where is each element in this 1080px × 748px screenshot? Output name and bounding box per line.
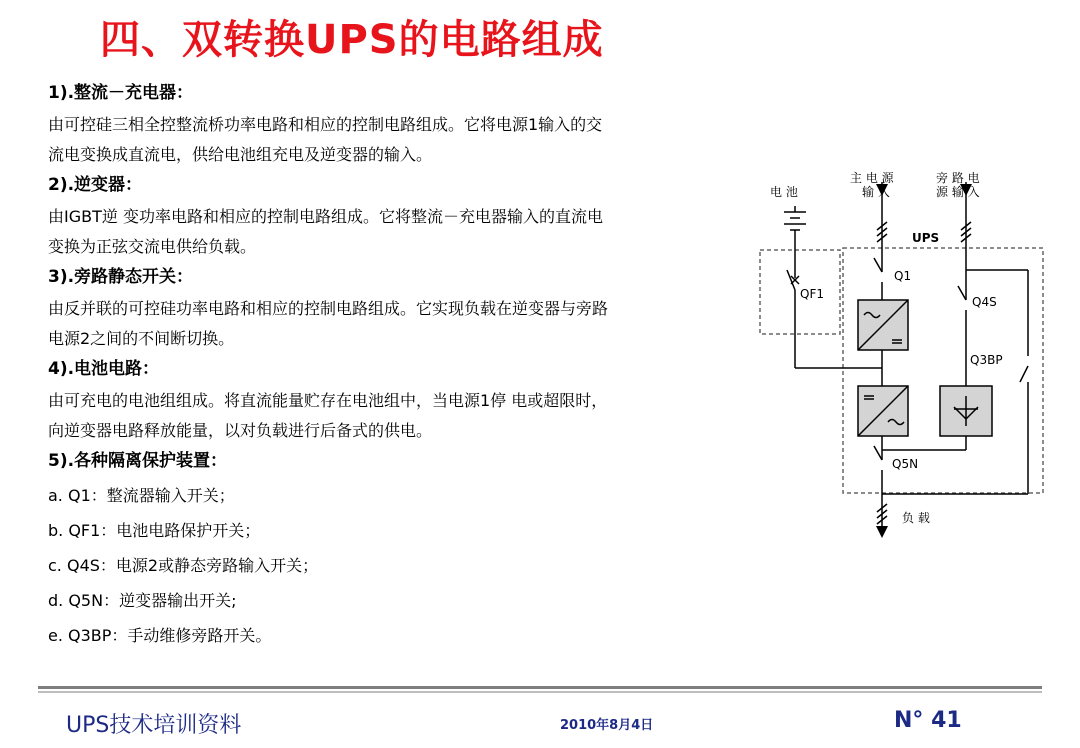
q4s-label: Q4S	[972, 295, 997, 309]
footer-divider-secondary	[38, 691, 1042, 693]
q1-label: Q1	[894, 269, 912, 283]
rectifier-icon	[858, 300, 908, 350]
content-area	[48, 82, 738, 653]
ups-enclosure	[843, 248, 1043, 493]
bypass-source-label-line-2: 源 输 入	[936, 185, 980, 199]
list-item: e. Q3BP：手动维修旁路开关。	[48, 626, 272, 645]
main-input-line	[874, 188, 887, 300]
main-source-label-line-2: 输 入	[862, 185, 890, 199]
footer-document-title: UPS技术培训资料	[66, 713, 242, 738]
section-heading-inverter: 2).逆变器：	[48, 175, 143, 195]
text-line: 由可控硅三相全控整流桥功率电路和相应的控制电路组成。它将电源1输入的交	[48, 115, 603, 134]
bypass-source-label-line-1: 旁 路 电	[936, 171, 980, 185]
section-heading-bypass-switch: 3).旁路静态开关：	[48, 267, 194, 287]
section-body-inverter	[48, 202, 738, 262]
text-line: 向逆变器电路释放能量，以对负载进行后备式的供电。	[48, 421, 433, 440]
static-switch-icon	[940, 386, 992, 436]
battery-label: 电 池	[770, 185, 798, 199]
list-item: a. Q1：整流器输入开关；	[48, 486, 235, 505]
inverter-icon	[858, 386, 908, 436]
footer-divider	[38, 686, 1042, 689]
section-body-battery	[48, 386, 738, 446]
footer-page-number: N° 41	[894, 708, 962, 733]
text-line: 由可充电的电池组组成。将直流能量贮存在电池组中，当电源1停 电或超限时，	[48, 391, 608, 410]
slide-title: 四、双转换UPS的电路组成	[100, 17, 604, 63]
text-line: 电源2之间的不间断切换。	[48, 329, 235, 348]
ups-circuit-diagram	[740, 160, 1060, 550]
section-body-bypass-switch	[48, 294, 738, 354]
section-heading-protection: 5).各种隔离保护装置：	[48, 451, 228, 471]
text-line: 由反并联的可控硅功率电路和相应的控制电路组成。它实现负载在逆变器与旁路	[48, 299, 609, 318]
text-line: 变换为正弦交流电供给负载。	[48, 237, 257, 256]
battery-icon	[784, 206, 806, 278]
list-item: d. Q5N：逆变器输出开关;	[48, 591, 237, 610]
q3bp-label: Q3BP	[970, 353, 1003, 367]
footer-date: 2010年8月4日	[560, 718, 654, 733]
section-heading-rectifier: 1).整流－充电器：	[48, 83, 194, 103]
text-line: 由IGBT逆 变功率电路和相应的控制电路组成。它将整流－充电器输入的直流电	[48, 207, 603, 226]
text-line: 流电变换成直流电，供给电池组充电及逆变器的输入。	[48, 145, 433, 164]
ups-label: UPS	[912, 231, 940, 245]
list-item: c. Q4S：电源2或静态旁路输入开关；	[48, 556, 319, 575]
main-source-label-line-1: 主 电 源	[850, 171, 894, 185]
section-body-rectifier	[48, 110, 738, 170]
q5n-label: Q5N	[892, 457, 919, 471]
load-label: 负 载	[902, 511, 930, 525]
protection-device-list	[48, 478, 738, 653]
qf1-label: QF1	[800, 287, 824, 301]
list-item: b. QF1：电池电路保护开关；	[48, 521, 261, 540]
section-heading-battery: 4).电池电路：	[48, 359, 160, 379]
